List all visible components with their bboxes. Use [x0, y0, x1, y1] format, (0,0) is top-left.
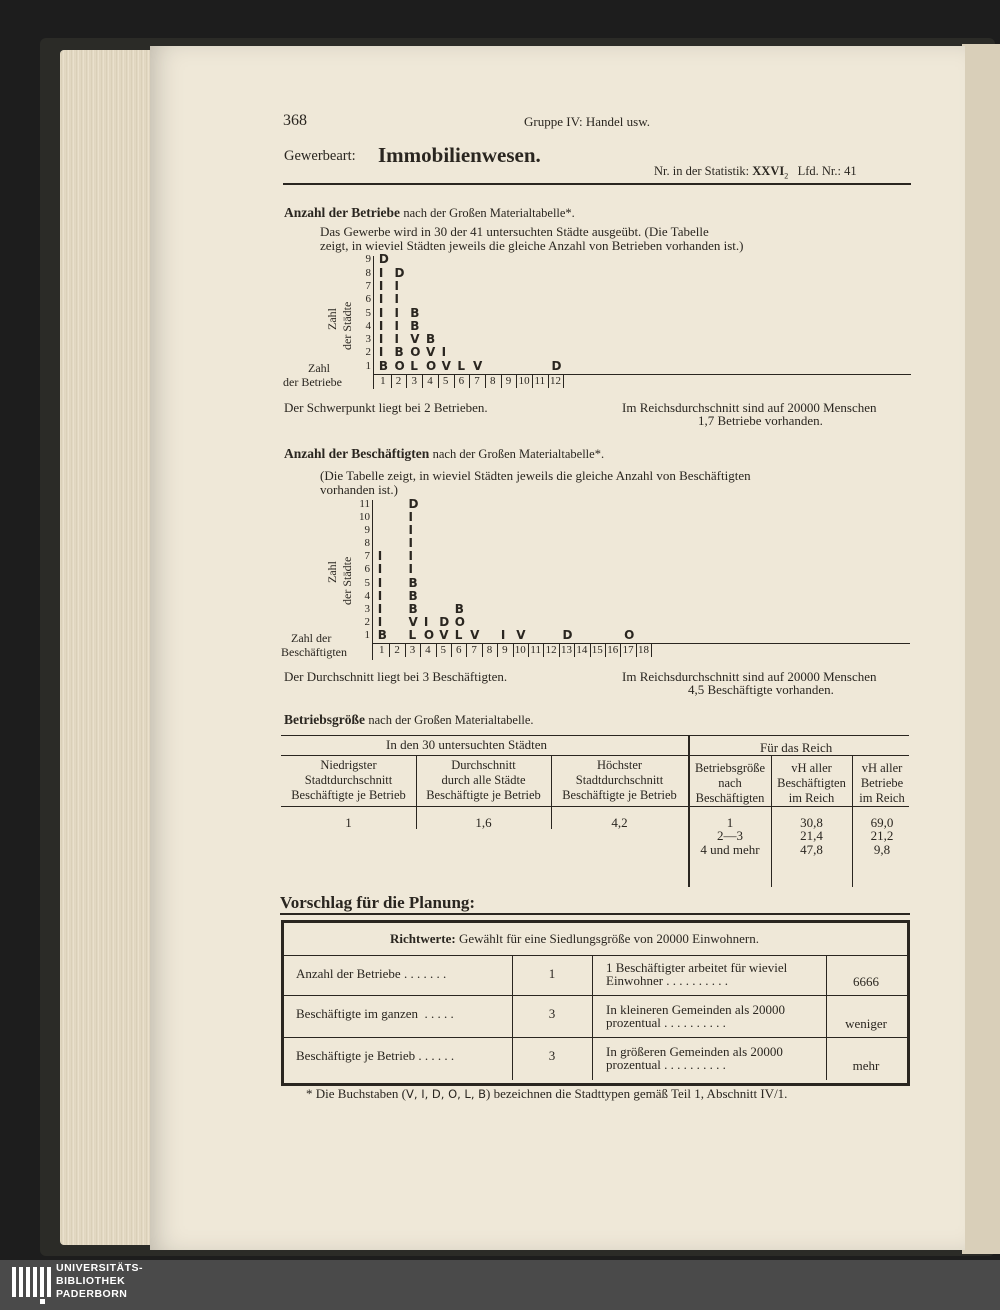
reich-row-betr: 9,8 — [873, 842, 891, 857]
city-type-mark: V — [441, 358, 451, 373]
vrow-desc-dots: . . . . . . . . . . — [664, 1015, 726, 1030]
lfd-number: Lfd. Nr.: 41 — [797, 164, 857, 178]
betriebe-heading-rest: nach der Großen Materialtabelle*. — [403, 206, 575, 220]
city-type-mark: B — [378, 358, 388, 373]
groesse-col5-head — [771, 761, 852, 806]
groesse-val2: 1,6 — [475, 815, 492, 830]
x-tick-label: 8 — [489, 375, 496, 387]
y-tick-label: 4 — [365, 319, 371, 332]
city-type-mark: L — [457, 358, 465, 373]
besch-intro-1: (Die Tabelle zeigt, in wieviel Städten jeweils die gleiche Anzahl von Beschäftigten — [320, 468, 751, 483]
col3-line3: Beschäftigte je Betrieb — [562, 788, 677, 802]
city-type-mark: V — [516, 627, 526, 642]
city-type-mark: I — [500, 627, 506, 642]
col3-line2: Stadtdurchschnitt — [575, 773, 664, 787]
reich-row-besch: 30,8 — [800, 815, 823, 830]
library-line-3: PADERBORN — [56, 1288, 128, 1300]
richt-rule-2 — [284, 1037, 907, 1038]
vrow-desc-1: 1 Beschäftigter arbeitet für wieviel — [606, 960, 788, 975]
city-type-mark: I — [408, 510, 413, 524]
richt-rule-top — [284, 955, 907, 956]
x-tick-label: 11 — [530, 644, 541, 656]
city-type-mark: I — [377, 562, 383, 577]
y-tick-label: 8 — [365, 266, 371, 279]
city-type-mark: O — [410, 345, 421, 360]
city-type-mark: I — [394, 278, 400, 293]
besch-x-label-2: Beschäftigten — [281, 645, 347, 659]
x-tick-label: 18 — [637, 644, 649, 656]
y-tick-label: 5 — [364, 576, 370, 589]
groesse-col4-head — [689, 761, 771, 806]
x-tick-label: 8 — [486, 644, 493, 656]
stat-value: XXVI — [752, 164, 785, 178]
groesse-heading — [284, 712, 534, 728]
x-tick-label: 13 — [560, 644, 572, 656]
reich-row-size: 4 und mehr — [700, 842, 760, 857]
city-type-mark: I — [377, 614, 383, 629]
betriebe-y-axis — [373, 256, 374, 389]
city-type-mark: B — [410, 305, 420, 320]
y-tick-label: 10 — [359, 511, 370, 523]
betriebe-x-label-1: Zahl — [308, 361, 330, 375]
besch-note-right-1: Im Reichsdurchschnitt sind auf 20000 Menschen — [622, 669, 877, 684]
col2-line1: Durchschnitt — [451, 758, 516, 772]
betriebe-intro-2: zeigt, in wieviel Städten jeweils die gleiche Anzahl von Betrieben vorhanden ist.) — [320, 238, 744, 253]
y-tick-label: 1 — [364, 628, 370, 641]
betriebe-intro-1: Das Gewerbe wird in 30 der 41 untersuchten Städte ausgeübt. (Die Tabelle — [320, 224, 709, 239]
x-tick-label: 9 — [505, 375, 512, 387]
col3-line1: Höchster — [596, 758, 643, 772]
groesse-head-rule — [281, 806, 909, 807]
x-tick-label: 5 — [440, 644, 447, 656]
x-tick-separator — [651, 644, 652, 657]
betriebe-note-right-1: Im Reichsdurchschnitt sind auf 20000 Menschen — [622, 400, 877, 415]
city-type-mark: I — [423, 614, 429, 629]
city-type-mark: L — [454, 627, 463, 642]
city-type-mark: V — [473, 358, 483, 373]
library-name — [56, 1262, 143, 1301]
y-tick-label: 3 — [365, 333, 371, 346]
col1-line1: Niedrigster — [320, 758, 377, 772]
richt-rule-1 — [284, 995, 907, 996]
besch-y-label-2: der Städte — [340, 556, 354, 605]
city-type-mark: O — [425, 358, 437, 373]
city-type-mark: D — [439, 614, 450, 629]
city-type-mark: I — [394, 305, 400, 320]
groesse-group-rule — [281, 755, 909, 756]
x-tick-label: 9 — [502, 644, 508, 656]
city-type-mark: I — [394, 332, 400, 347]
col5-line1: vH aller — [791, 761, 832, 775]
city-type-mark: B — [408, 575, 418, 590]
reich-row-size: 2—3 — [717, 828, 743, 843]
city-type-mark: I — [378, 305, 384, 320]
vrow-result: weniger — [845, 1016, 887, 1031]
library-line-2: BIBLIOTHEK — [56, 1275, 126, 1287]
vrow-label-text: Beschäftigte im ganzen — [296, 1006, 419, 1021]
city-type-mark: I — [394, 292, 400, 307]
groesse-group-right: Für das Reich — [760, 740, 833, 755]
city-type-mark: I — [377, 601, 383, 616]
x-tick-label: 10 — [518, 375, 530, 387]
besch-intro-2: vorhanden ist.) — [320, 482, 398, 497]
x-tick-label: 15 — [591, 644, 603, 656]
col4-line3: Beschäftigten — [695, 791, 765, 805]
vrow-dots: . . . . . — [424, 1006, 454, 1021]
vrow-value: 1 — [548, 966, 556, 981]
col1-line3: Beschäftigte je Betrieb — [291, 788, 406, 802]
groesse-col1-head — [281, 758, 416, 803]
city-type-mark: L — [408, 627, 417, 642]
col6-line3: im Reich — [859, 791, 905, 805]
city-type-mark: O — [454, 614, 465, 629]
city-type-mark: D — [551, 358, 562, 373]
col1-line2: Stadtdurchschnitt — [304, 773, 393, 787]
vrow-desc-2-text: Einwohner — [606, 973, 664, 988]
vrow-desc-2 — [606, 973, 728, 989]
city-type-mark: D — [378, 252, 389, 267]
x-tick-label: 14 — [576, 644, 588, 656]
y-tick-label: 8 — [364, 537, 370, 550]
footnote-part-1: * Die Buchstaben ( — [306, 1086, 407, 1101]
betriebe-y-label-2: der Städte — [340, 301, 354, 350]
betriebe-y-label-1: Zahl — [325, 308, 339, 330]
trade-name: Immobilienwesen. — [378, 143, 541, 167]
vorschlag-heading: Vorschlag für die Planung: — [280, 893, 476, 912]
city-type-mark: B — [377, 627, 387, 642]
groesse-col6-head — [852, 761, 912, 806]
city-type-mark: I — [378, 318, 384, 333]
richt-rest: Gewählt für eine Siedlungsgröße von 20000 Einwohnern. — [458, 931, 759, 946]
groesse-val1: 1 — [345, 815, 352, 830]
footnote-letters: V, I, D, O, L, B — [406, 1087, 487, 1101]
footnote-part-2: ) bezeichnen die Stadttypen gemäß Teil 1, Abschnitt IV/1. — [486, 1086, 788, 1101]
col5-line2: Beschäftigten — [777, 776, 846, 790]
facing-page-edge — [962, 44, 1000, 1254]
city-type-mark: O — [624, 627, 635, 642]
city-type-mark: D — [562, 627, 573, 642]
city-type-mark: V — [408, 614, 418, 629]
vrow-desc-2-text: prozentual — [606, 1057, 661, 1072]
besch-x-label-1: Zahl der — [291, 631, 332, 645]
header-rule — [283, 183, 911, 185]
city-type-mark: I — [408, 523, 413, 538]
groesse-divider — [688, 735, 690, 887]
x-tick-separator — [563, 375, 564, 388]
x-tick-label: 16 — [607, 644, 619, 656]
city-type-mark: O — [423, 627, 435, 642]
stat-label: Nr. in der Statistik: — [654, 164, 750, 178]
y-tick-label: 3 — [364, 602, 370, 615]
vrow-desc-2 — [606, 1015, 726, 1031]
city-type-mark: V — [425, 345, 436, 360]
vrow-value: 3 — [548, 1048, 556, 1063]
richt-bold: Richtwerte: — [390, 931, 456, 946]
x-tick-label: 17 — [622, 644, 634, 656]
library-footer — [0, 1260, 1000, 1310]
x-tick-label: 11 — [534, 375, 546, 387]
y-tick-label: 6 — [365, 293, 371, 306]
city-type-mark: L — [410, 358, 418, 373]
groesse-col2-head — [416, 758, 551, 803]
col4-line2: nach — [718, 776, 742, 790]
besch-heading-bold: Anzahl der Beschäftigten — [284, 446, 430, 461]
city-type-mark: I — [377, 549, 383, 564]
city-type-mark: I — [377, 588, 383, 603]
vrow-label — [296, 966, 446, 982]
city-type-mark: I — [378, 278, 384, 293]
city-type-mark: I — [377, 575, 383, 590]
city-type-mark: V — [470, 627, 480, 642]
groesse-top-rule — [281, 735, 909, 736]
y-tick-label: 2 — [364, 615, 370, 628]
reich-row-betr: 69,0 — [870, 815, 894, 830]
y-tick-label: 7 — [364, 550, 370, 563]
stat-sub: 2 — [784, 171, 789, 181]
city-type-mark: O — [394, 358, 405, 373]
city-type-mark: B — [410, 318, 420, 333]
x-tick-label: 2 — [395, 375, 402, 387]
groesse-val3: 4,2 — [611, 815, 628, 830]
besch-heading — [284, 446, 604, 462]
reich-row-besch: 21,4 — [800, 828, 823, 843]
besch-note-right-2: 4,5 Beschäftigte vorhanden. — [688, 682, 834, 697]
x-tick-label: 1 — [378, 644, 385, 656]
vrow-desc-dots: . . . . . . . . . . — [666, 973, 729, 988]
library-line-1: UNIVERSITÄTS- — [56, 1262, 144, 1274]
groesse-heading-bold: Betriebsgröße — [284, 712, 365, 727]
city-type-mark: I — [408, 549, 413, 564]
vrow-dots: . . . . . . . — [403, 966, 447, 981]
betriebe-heading — [284, 205, 575, 221]
besch-y-axis — [372, 500, 373, 660]
vrow-dots: . . . . . . — [418, 1048, 455, 1063]
x-tick-label: 10 — [514, 644, 526, 656]
besch-y-label-1: Zahl — [325, 561, 339, 583]
city-type-mark: I — [378, 332, 384, 347]
city-type-mark: B — [394, 345, 404, 360]
betriebe-note-right-2: 1,7 Betriebe vorhanden. — [698, 413, 823, 428]
groesse-heading-rest: nach der Großen Materialtabelle. — [368, 713, 534, 727]
col4-line1: Betriebsgröße — [694, 761, 766, 775]
col5-line3: im Reich — [788, 791, 835, 805]
x-tick-label: 7 — [474, 375, 480, 387]
x-tick-label: 7 — [471, 644, 477, 656]
city-type-mark: V — [410, 332, 420, 347]
groesse-col3-head — [551, 758, 688, 803]
betriebe-heading-bold: Anzahl der Betriebe — [284, 205, 400, 220]
vrow-result: mehr — [852, 1058, 880, 1073]
vrow-desc-dots: . . . . . . . . . . — [664, 1057, 726, 1072]
city-type-mark: D — [408, 496, 419, 511]
city-type-mark: I — [378, 265, 384, 280]
reich-row-size: 1 — [726, 815, 734, 830]
groesse-group-left: In den 30 untersuchten Städten — [386, 737, 548, 752]
y-tick-label: 9 — [365, 253, 371, 266]
besch-heading-rest: nach der Großen Materialtabelle*. — [432, 447, 605, 461]
y-tick-label: 11 — [359, 497, 370, 510]
page-number: 368 — [283, 112, 307, 129]
y-tick-label: 7 — [365, 279, 371, 292]
city-type-mark: V — [439, 627, 449, 642]
vrow-label-text: Beschäftigte je Betrieb — [296, 1048, 416, 1063]
city-type-mark: I — [408, 562, 413, 577]
y-tick-label: 4 — [364, 589, 370, 602]
vrow-desc-1: In kleineren Gemeinden als 20000 — [606, 1002, 786, 1017]
betriebe-x-label-2: der Betriebe — [283, 375, 342, 389]
y-tick-label: 2 — [365, 346, 371, 359]
x-tick-label: 3 — [409, 644, 416, 656]
col6-line2: Betriebe — [860, 776, 904, 790]
trade-label: Gewerbeart: — [284, 148, 356, 164]
running-head: Gruppe IV: Handel usw. — [524, 114, 650, 129]
x-tick-label: 6 — [455, 644, 462, 656]
vrow-label — [296, 1006, 454, 1022]
x-tick-label: 4 — [425, 644, 431, 656]
vrow-desc-2-text: prozentual — [606, 1015, 661, 1030]
y-tick-label: 5 — [365, 306, 371, 319]
x-tick-label: 1 — [380, 375, 386, 387]
reich-row-betr: 21,2 — [870, 828, 894, 843]
besch-note-left: Der Durchschnitt liegt bei 3 Beschäftigten. — [284, 669, 508, 684]
city-type-mark: B — [425, 332, 436, 347]
y-tick-label: 6 — [364, 563, 370, 576]
stat-number — [654, 164, 857, 181]
vorschlag-rule — [280, 913, 910, 915]
city-type-mark: D — [394, 265, 405, 280]
x-tick-label: 6 — [458, 375, 465, 387]
y-tick-label: 1 — [365, 359, 371, 372]
vrow-value: 3 — [548, 1006, 556, 1021]
vrow-result: 6666 — [853, 974, 879, 989]
x-tick-label: 5 — [442, 375, 449, 387]
vrow-label — [296, 1048, 454, 1064]
city-type-mark: B — [408, 601, 418, 616]
city-type-mark: I — [394, 318, 400, 333]
city-type-mark: B — [408, 588, 418, 603]
library-logo-icon — [10, 1263, 54, 1307]
x-tick-label: 12 — [545, 644, 557, 656]
col2-line2: durch alle Städte — [441, 773, 526, 787]
vrow-label-text: Anzahl der Betriebe — [296, 966, 401, 981]
city-type-mark: B — [454, 601, 464, 616]
x-tick-label: 2 — [394, 644, 400, 656]
betriebe-note-left: Der Schwerpunkt liegt bei 2 Betrieben. — [284, 400, 488, 415]
x-tick-label: 4 — [427, 375, 433, 387]
col6-line1: vH aller — [861, 761, 903, 775]
city-type-mark: I — [408, 536, 413, 551]
vrow-desc-2 — [606, 1057, 726, 1073]
richtwerte-title — [390, 931, 759, 947]
footnote — [306, 1086, 787, 1102]
x-tick-label: 3 — [411, 375, 417, 387]
y-tick-label: 9 — [364, 524, 370, 537]
x-tick-label: 12 — [550, 375, 562, 387]
vrow-desc-1: In größeren Gemeinden als 20000 — [606, 1044, 783, 1059]
reich-row-besch: 47,8 — [800, 842, 823, 857]
richt-sep-2 — [592, 955, 593, 1080]
city-type-mark: I — [441, 345, 447, 360]
col2-line3: Beschäftigte je Betrieb — [426, 788, 541, 802]
city-type-mark: I — [378, 345, 384, 360]
city-type-mark: I — [378, 292, 384, 307]
